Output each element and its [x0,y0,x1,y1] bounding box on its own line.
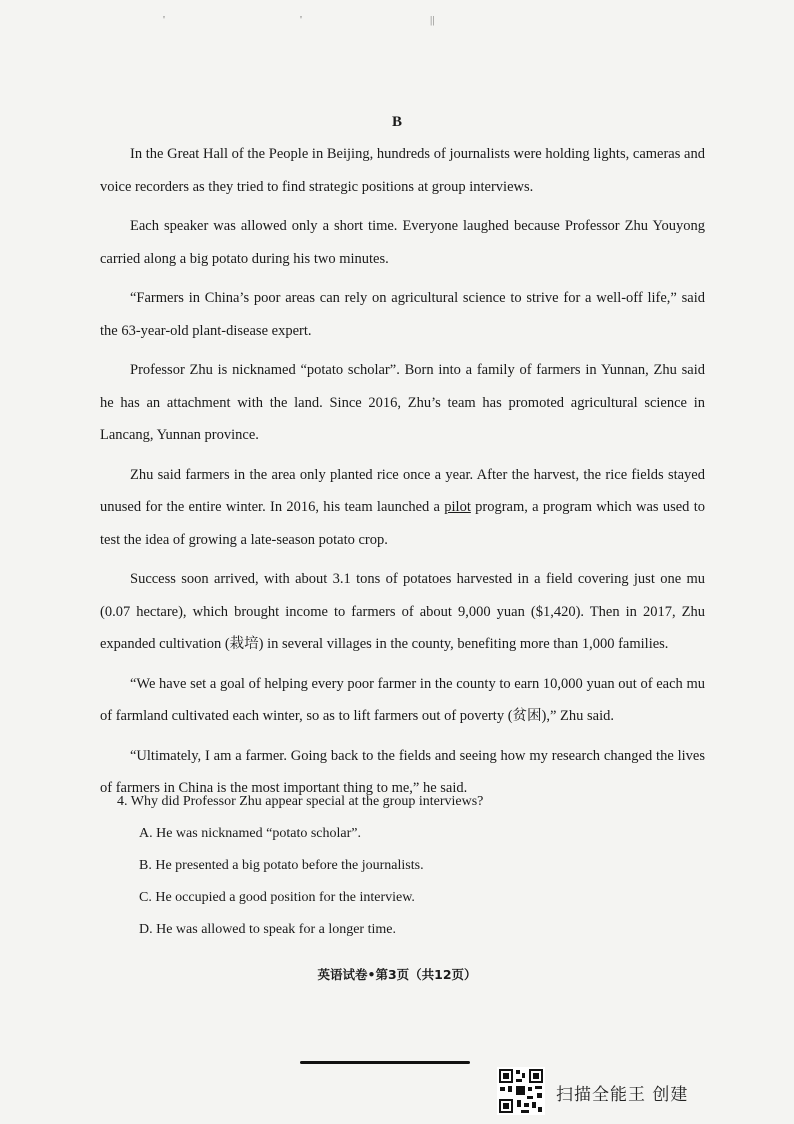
passage-paragraph: “We have set a goal of helping every poor farmer in the county to earn 10,000 yuan out of each mu of farmland cultivated each winter, so as to lift farmers out of poverty (贫困),” Zhu said. [100,675,705,724]
question-4 [117,791,697,951]
scan-line [300,1061,470,1064]
passage-paragraph [100,459,705,557]
section-heading: B [391,114,402,130]
reading-passage [100,138,705,805]
paragraph-text: Zhu said farmers in the area only planted rice once a year. After the harvest, the rice fields stayed unused for the entire winter. In 2016, his team launched a [100,466,705,515]
passage-paragraph: Success soon arrived, with about 3.1 tons of potatoes harvested in a field covering just one mu (0.07 hectare), which brought income to farmers of about 9,000 yuan ($1,420). Then in 2017, Zhu expanded cultivation (栽培) in several villages in the county, benefiting more than 1,000 families. [100,571,705,652]
scan-mark: ' [163,14,165,26]
passage-paragraph: In the Great Hall of the People in Beijing, hundreds of journalists were holding lights, cameras and voice recorders as they tried to find strategic positions at group interviews. [100,146,705,195]
page-footer: 英语试卷•第3页（共12页） [317,967,477,982]
option-c: C. He occupied a good position for the interview. [139,890,415,905]
option-b: B. He presented a big potato before the journalists. [139,858,424,873]
option-d: D. He was allowed to speak for a longer time. [139,922,396,937]
scan-mark: ' [300,14,302,26]
passage-paragraph: “Farmers in China’s poor areas can rely on agricultural science to strive for a well-off life,” said the 63-year-old plant-disease expert. [100,290,705,339]
scanner-watermark: 扫描全能王 创建 [556,1085,689,1105]
passage-paragraph: Each speaker was allowed only a short time. Everyone laughed because Professor Zhu Youyong carried along a big potato during his two minutes. [100,218,705,267]
passage-paragraph: Professor Zhu is nicknamed “potato scholar”. Born into a family of farmers in Yunnan, Zhu said he has an attachment with the land. Since 2016, Zhu’s team has promoted agricultural science in Lancang, Yunnan province. [100,362,705,443]
option-a: A. He was nicknamed “potato scholar”. [139,826,361,841]
question-stem: 4. Why did Professor Zhu appear special at the group interviews? [117,794,484,809]
passage-paragraph: “Ultimately, I am a farmer. Going back to the fields and seeing how my research changed the lives of farmers in China is the most important thing to me,” he said. [100,747,705,796]
qr-code-icon [497,1067,545,1115]
paragraph-text: program, a program which was used to test the idea of growing a late-season potato crop. [100,499,705,548]
scan-mark: || [430,14,435,26]
underlined-word: pilot [444,499,471,515]
